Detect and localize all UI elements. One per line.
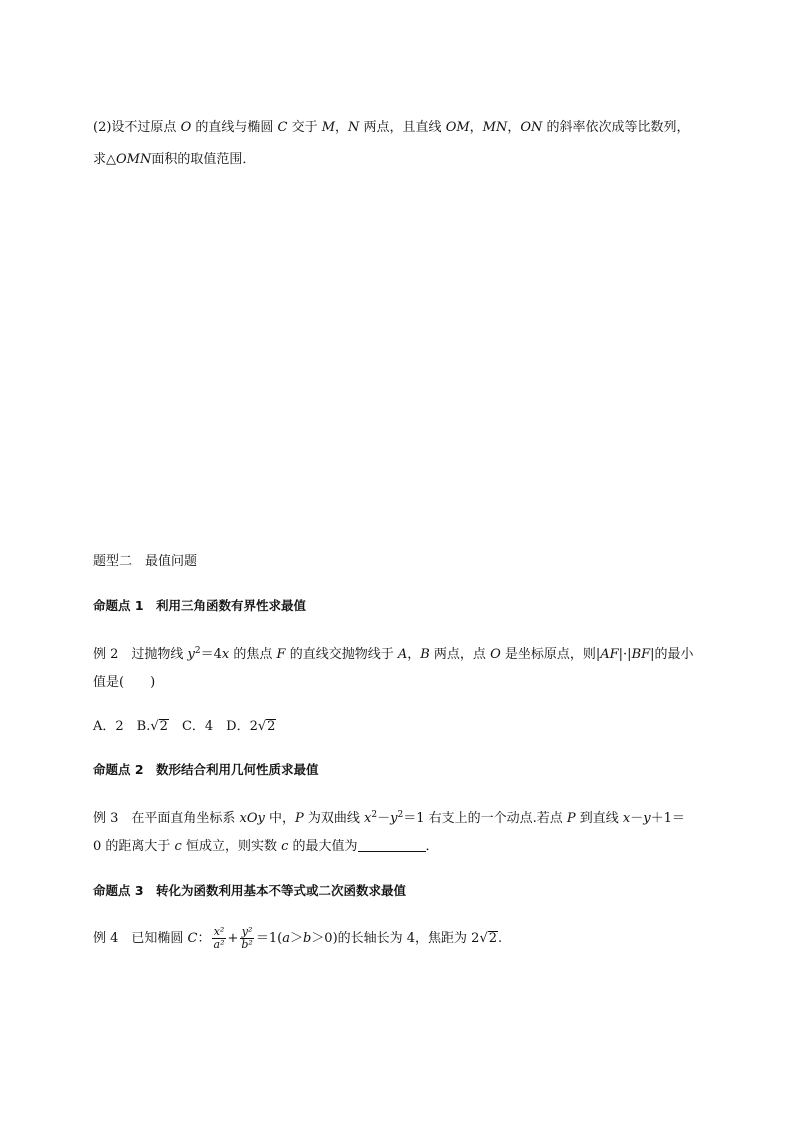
point-2-heading: 命题点 2 数形结合利用几何性质求最值 xyxy=(93,762,319,777)
example-2-line-2: 值是( ) xyxy=(93,675,156,690)
sqrt-symbol: √2 xyxy=(479,931,498,946)
example-3-line-2: 0 的距离大于 c 恒成立，则实数 c 的最大值为 ． xyxy=(93,839,439,854)
fraction-x2-a2: $\frac{\text{x²}}{\text{a²}}$ xyxy=(213,925,225,951)
section-title: 题型二 最值问题 xyxy=(93,554,198,569)
sqrt-symbol: √2 xyxy=(257,719,276,734)
sqrt-symbol: √2 xyxy=(150,719,168,734)
problem-2-line-2: 求△OMN面积的取值范围． xyxy=(93,152,256,167)
example-4-line-1: 例 4 已知椭圆 C： $\frac{\text{x²}}{\text{a²}}$ + $\frac{\text{y²}}{\text{b²}}$ ＝1(a＞b＞0)的长轴长为 4，焦距为 2√2. xyxy=(93,924,502,954)
point-3-heading: 命题点 3 转化为函数利用基本不等式或二次函数求最值 xyxy=(93,883,407,898)
problem-2-line-1: (2)设不过原点 O 的直线与椭圆 C 交于 M，N 两点，且直线 OM，MN，ON 的斜率依次成等比数列， xyxy=(93,120,690,135)
example-2-line-1: 例 2 过抛物线 $y^2=4x$ 的焦点 F 的直线交抛物线于 A，B 两点，点 O 是坐标原点，则|AF|·|BF|的最小 xyxy=(93,646,694,662)
answer-blank[interactable] xyxy=(358,838,426,852)
example-2-options: A．2 B.√2 C．4 D．2√2 xyxy=(93,717,276,737)
fraction-y2-b2: $\frac{\text{y²}}{\text{b²}}$ xyxy=(241,925,253,951)
example-3-line-1: 例 3 在平面直角坐标系 xOy 中，P 为双曲线 $x^2-y^2=1$ 右支上的一个动点.若点 P 到直线 x－y＋1＝ xyxy=(93,810,685,826)
point-1-heading: 命题点 1 利用三角函数有界性求最值 xyxy=(93,598,307,613)
